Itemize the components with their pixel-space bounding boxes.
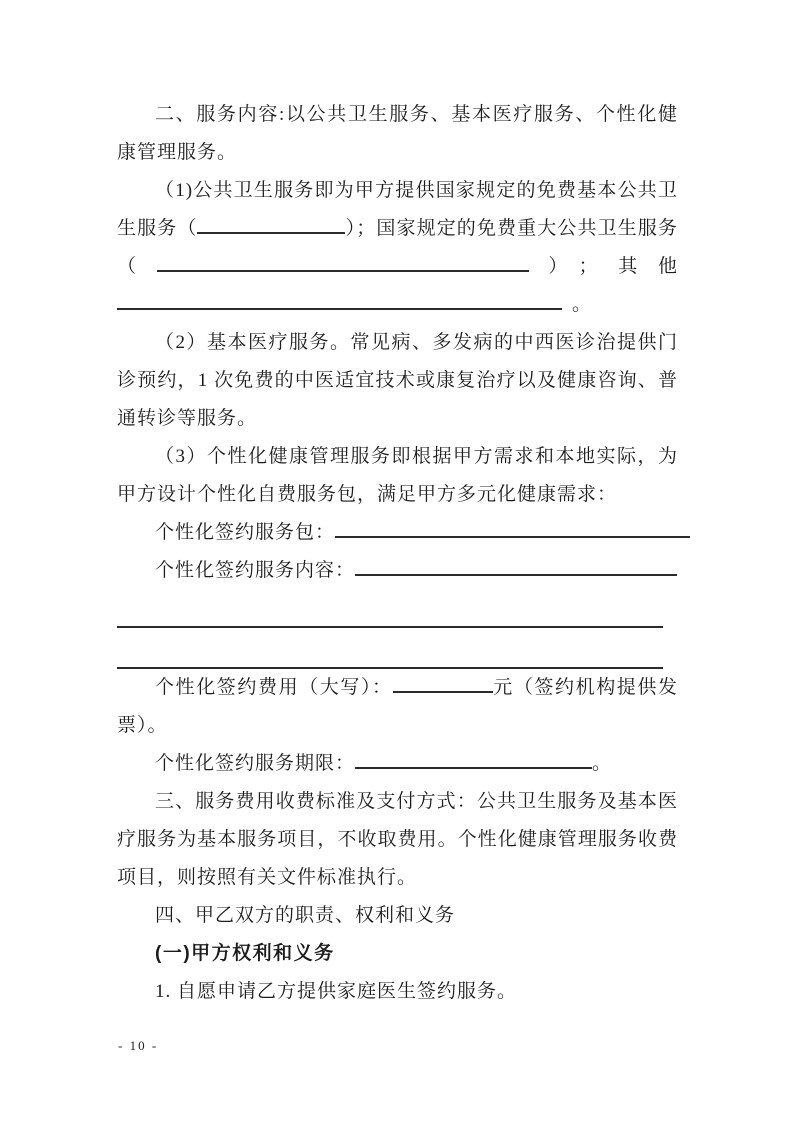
blank-package-content bbox=[355, 555, 677, 576]
paragraph-section2-services bbox=[117, 96, 678, 172]
item1-text-mid: ）；国家规定的免费重大公共卫生服务（ bbox=[117, 218, 678, 277]
line-personalized-package bbox=[117, 514, 678, 552]
line-party-a-item1 bbox=[117, 973, 678, 1011]
blank-package-content-extra-line-1 bbox=[117, 590, 663, 628]
document-body bbox=[117, 96, 678, 1011]
paragraph-item1-public-health bbox=[117, 172, 678, 324]
blank-other-services bbox=[117, 289, 562, 310]
item1-text-mid2: ）；其他 bbox=[528, 256, 678, 277]
blank-personalized-package bbox=[335, 517, 690, 538]
section3-fees-text: 三、服务费用收费标准及支付方式：公共卫生服务及基本医疗服务为基本服务项目，不收取费用。个性化健康管理服务收费项目，则按照有关文件标准执行。 bbox=[117, 791, 678, 888]
fee-label: 个性化签约费用（大写）： bbox=[155, 677, 393, 698]
heading-section4 bbox=[117, 897, 678, 935]
blank-major-public-health-services bbox=[157, 251, 529, 272]
line-service-term bbox=[117, 745, 678, 783]
paragraph-item2-basic-medical bbox=[117, 324, 678, 438]
party-a-item1-text: 1. 自愿申请乙方提供家庭医生签约服务。 bbox=[155, 981, 518, 1002]
blank-fee-amount bbox=[393, 672, 493, 693]
item3-text: （3）个性化健康管理服务即根据甲方需求和本地实际，为甲方设计个性化自费服务包，满足甲方多元化健康需求： bbox=[117, 446, 678, 505]
blank-basic-public-health-services bbox=[197, 213, 345, 234]
section4-heading-text: 四、甲乙双方的职责、权利和义务 bbox=[155, 905, 456, 926]
paragraph-item3-personalized bbox=[117, 438, 678, 514]
paragraph-fee bbox=[117, 669, 678, 745]
blank-package-content-extra-line-2 bbox=[117, 628, 663, 669]
page-number-footer: - 10 - bbox=[118, 1038, 159, 1053]
service-term-end: 。 bbox=[592, 753, 613, 774]
service-term-label: 个性化签约服务期限： bbox=[155, 753, 356, 774]
blank-service-term bbox=[355, 748, 592, 769]
paragraph-section3-fees bbox=[117, 783, 678, 897]
party-a-heading-text: (一)甲方权利和义务 bbox=[155, 943, 335, 964]
section2-services-text: 二、服务内容:以公共卫生服务、基本医疗服务、个性化健康管理服务。 bbox=[117, 104, 678, 163]
item2-text: （2）基本医疗服务。常见病、多发病的中西医诊治提供门诊预约，1 次免费的中医适宜技术或康复治疗以及健康咨询、普通转诊等服务。 bbox=[117, 332, 678, 429]
heading-party-a-rights bbox=[117, 935, 678, 973]
item1-text-end: 。 bbox=[572, 294, 593, 315]
line-package-content bbox=[117, 552, 678, 590]
item1-text-pre: （1)公共卫生服务即为甲方提供国家规定的免费基本公共卫生服务（ bbox=[117, 180, 678, 239]
personalized-package-label: 个性化签约服务包： bbox=[155, 522, 336, 543]
package-content-label: 个性化签约服务内容： bbox=[155, 560, 356, 581]
fee-text-post: 元（签约机构提供发票）。 bbox=[117, 677, 678, 736]
